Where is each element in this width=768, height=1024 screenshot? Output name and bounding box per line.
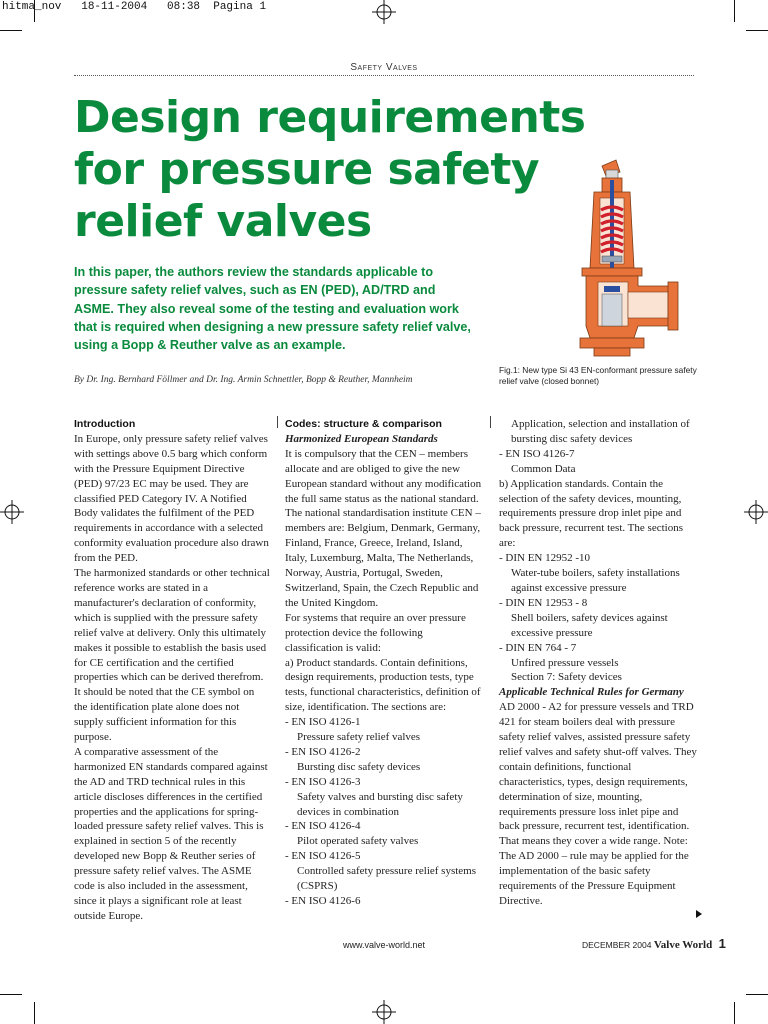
continue-arrow-icon <box>696 910 702 918</box>
standard-description: Unfired pressure vessels <box>511 656 619 669</box>
header-divider <box>74 75 694 76</box>
standard-code: - EN ISO 4126-1 <box>285 716 361 729</box>
body-paragraph: For systems that require an over pressure protection device the following classification is valid: <box>285 611 466 654</box>
body-paragraph: The harmonized standards or other technical reference works are stated in a manufacturer's declaration of conformity, which is supplied with the pressure safety relief valve at delivery. Only this ultimately makes it possible to establish the basis used for CE certification and the certified properties which can be derived therefrom. It should be noted that the CE symbol on the identification plate alone does not supply sufficient information for this purpose. <box>74 567 270 744</box>
list-item: b) Application standards. Contain the selection of the safety devices, mounting, requirements pressure drop inlet pipe and back pressure, recurrent test. The sections are: <box>499 477 683 550</box>
standard-description: Controlled safety pressure relief systems (CSPRS) <box>297 865 477 893</box>
body-paragraph: A comparative assessment of the harmonized EN standards compared against the AD and TRD technical rules in this article discloses differences in the certified properties and the applications for spring-loaded pressure safety relief valves. This is explained in section 5 of the recently developed new Bopp & Reuther series of pressure safety relief valves. The ASME code is also included in the assessment, since it plays a significant role at least outside Europe. <box>74 745 268 922</box>
registration-mark <box>368 1000 400 1024</box>
safety-valve-illustration <box>572 158 692 358</box>
crop-mark <box>34 1002 35 1024</box>
crop-mark <box>746 30 768 31</box>
standard-description: Safety valves and bursting disc safety devices in combination <box>297 790 463 818</box>
author-byline: By Dr. Ing. Bernhard Föllmer and Dr. Ing. Armin Schnettler, Bopp & Reuther, Mannheim <box>74 375 413 385</box>
section-heading: Introduction <box>74 418 136 430</box>
column-divider <box>490 416 491 428</box>
registration-mark <box>368 0 400 24</box>
standard-description: Common Data <box>511 462 576 475</box>
crop-mark <box>0 994 22 995</box>
crop-mark <box>746 994 768 995</box>
footer-info <box>582 936 726 951</box>
standard-code: - EN ISO 4126-6 <box>285 895 361 907</box>
body-paragraph: AD 2000 - A2 for pressure vessels and TRD 421 for steam boilers deal with pressure safety relief valves, assisted pressure safety relief valves and safety shut-off valves. They contain definitions, functional characteristics, types, design requirements, determination of size, mounting, requirements pressure loss inlet pipe and back pressure, recurrent test, identification. That means they cover a wide range. Note: The AD 2000 – rule may be applied for the implementation of the basic safety requirements of the Pressure Equipment Directive. <box>499 701 697 907</box>
standard-code: - EN ISO 4126-4 <box>285 820 361 833</box>
column-divider <box>277 416 278 428</box>
registration-mark <box>0 496 24 528</box>
standard-description: Pressure safety relief valves <box>297 731 421 744</box>
standard-code: - DIN EN 764 - 7 <box>499 641 577 654</box>
standard-description: Application, selection and installation of bursting disc safety devices <box>511 418 690 445</box>
standard-code: - EN ISO 4126-7 <box>499 447 575 460</box>
standard-description: Section 7: Safety devices <box>511 671 622 684</box>
standard-description: Water-tube boilers, safety installations against excessive pressure <box>511 567 680 594</box>
standard-code: - DIN EN 12953 - 8 <box>499 596 588 609</box>
column-1 <box>74 417 270 924</box>
intro-paragraph: In this paper, the authors review the standards applicable to pressure safety relief valves, such as EN (PED), AD/TRD and ASME. They also reveal some of the testing and evaluation work that is required when designing a new pressure safety relief valve, using a Bopp & Reuther valve as an example. <box>74 265 471 353</box>
standard-code: - DIN EN 12952 -10 <box>499 552 591 565</box>
subsection-heading: Harmonized European Standards <box>285 432 438 445</box>
crop-mark <box>734 1002 735 1024</box>
magazine-logo: Valve World <box>653 939 713 951</box>
list-item: a) Product standards. Contain definitions, design requirements, production tests, type tests, functional characteristics, definition of size, identification. The sections are: <box>285 656 481 714</box>
standard-code: - EN ISO 4126-3 <box>285 775 361 788</box>
subsection-heading: Applicable Technical Rules for Germany <box>499 686 684 699</box>
body-paragraph: In Europe, only pressure safety relief valves with settings above 0.5 barg which conform with the Pressure Equipment Directive (PED) 97/23 EC may be used. They are classified PED Category IV. A Notified Body validates the fulfilment of the PED requirements in accordance with a selected conformity evaluation procedure also drawn from the PED. <box>74 432 269 565</box>
footer-date: DECEMBER 2004 <box>582 940 652 950</box>
crop-mark <box>734 0 735 22</box>
section-label: Safety Valves <box>350 62 418 73</box>
standard-description: Shell boilers, safety devices against excessive pressure <box>511 611 668 639</box>
crop-mark <box>0 30 22 31</box>
registration-mark <box>744 496 768 528</box>
column-3 <box>499 417 699 909</box>
body-paragraph: It is compulsory that the CEN – members allocate and are obliged to give the new European standard without any modification the full same status as the national standard. The national standardisation institute CEN – members are: Belgium, Denmark, Germany, Finland, France, Greece, Ireland, Island, Italy, Luxemburg, Malta, The Netherlands, Norway, Austria, Portugal, Sweden, Switzerland, Spain, the Czech Republic and the United Kingdom. <box>285 447 482 609</box>
footer-url: www.valve-world.net <box>342 940 426 950</box>
standard-description: Bursting disc safety devices <box>297 760 421 773</box>
column-2 <box>285 417 483 909</box>
standard-code: - EN ISO 4126-5 <box>285 850 361 863</box>
print-slug: hitma_nov 18-11-2004 08:38 Pagina 1 <box>2 1 267 13</box>
standard-code: - EN ISO 4126-2 <box>285 745 361 758</box>
section-heading: Codes: structure & comparison <box>285 418 442 430</box>
standard-description: Pilot operated safety valves <box>297 835 419 848</box>
page-number: 1 <box>718 936 726 951</box>
figure-caption: Fig.1: New type Si 43 EN-conformant pressure safety relief valve (closed bonnet) <box>499 365 697 386</box>
page-title: Design requirements for pressure safety relief valves <box>74 92 586 247</box>
